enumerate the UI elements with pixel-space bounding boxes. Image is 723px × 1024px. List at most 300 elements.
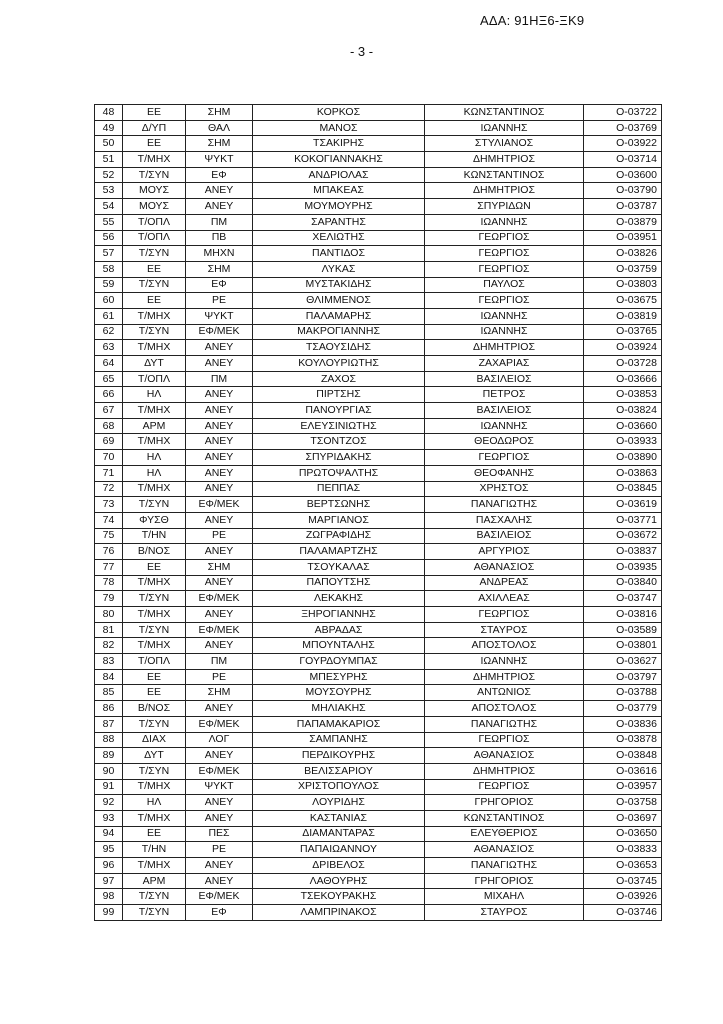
- surname-cell: ΣΠΥΡΙΔΑΚΗΣ: [253, 450, 425, 466]
- rank-cell: Τ/ΣΥΝ: [123, 324, 186, 340]
- surname-cell: ΔΙΑΜΑΝΤΑΡΑΣ: [253, 826, 425, 842]
- table-row: [95, 732, 662, 748]
- row-number: 61: [95, 308, 123, 324]
- code-cell: Ο-03788: [584, 685, 662, 701]
- specialty-cell: ΠΜ: [186, 371, 253, 387]
- specialty-cell: ΣΗΜ: [186, 105, 253, 121]
- row-number: 54: [95, 199, 123, 215]
- table-row: [95, 701, 662, 717]
- code-cell: Ο-03924: [584, 340, 662, 356]
- specialty-cell: ΣΗΜ: [186, 685, 253, 701]
- rank-cell: Τ/ΣΥΝ: [123, 591, 186, 607]
- specialty-cell: ΑΝΕΥ: [186, 748, 253, 764]
- rank-cell: Τ/ΜΗΧ: [123, 434, 186, 450]
- first-name-cell: ΑΠΟΣΤΟΛΟΣ: [425, 638, 584, 654]
- specialty-cell: ΑΝΕΥ: [186, 199, 253, 215]
- code-cell: Ο-03848: [584, 748, 662, 764]
- first-name-cell: ΠΑΝΑΓΙΩΤΗΣ: [425, 858, 584, 874]
- specialty-cell: ΣΗΜ: [186, 559, 253, 575]
- code-cell: Ο-03627: [584, 654, 662, 670]
- code-cell: Ο-03801: [584, 638, 662, 654]
- rank-cell: ΗΛ: [123, 795, 186, 811]
- rank-cell: Τ/ΜΗΧ: [123, 607, 186, 623]
- surname-cell: ΜΠΑΚΕΑΣ: [253, 183, 425, 199]
- row-number: 99: [95, 905, 123, 921]
- table-row: [95, 559, 662, 575]
- surname-cell: ΛΑΘΟΥΡΗΣ: [253, 873, 425, 889]
- surname-cell: ΜΟΥΣΟΥΡΗΣ: [253, 685, 425, 701]
- rank-cell: Τ/ΣΥΝ: [123, 246, 186, 262]
- first-name-cell: ΔΗΜΗΤΡΙΟΣ: [425, 340, 584, 356]
- table-row: [95, 544, 662, 560]
- table-row: [95, 324, 662, 340]
- code-cell: Ο-03779: [584, 701, 662, 717]
- specialty-cell: ΕΦ/ΜΕΚ: [186, 889, 253, 905]
- rank-cell: Τ/ΣΥΝ: [123, 167, 186, 183]
- specialty-cell: ΑΝΕΥ: [186, 465, 253, 481]
- rank-cell: ΑΡΜ: [123, 418, 186, 434]
- row-number: 79: [95, 591, 123, 607]
- table-row: [95, 748, 662, 764]
- specialty-cell: ΣΗΜ: [186, 136, 253, 152]
- rank-cell: ΜΟΥΣ: [123, 183, 186, 199]
- specialty-cell: ΕΦ: [186, 905, 253, 921]
- first-name-cell: ΔΗΜΗΤΡΙΟΣ: [425, 152, 584, 168]
- code-cell: Ο-03697: [584, 810, 662, 826]
- code-cell: Ο-03600: [584, 167, 662, 183]
- code-cell: Ο-03853: [584, 387, 662, 403]
- table-row: [95, 356, 662, 372]
- table-row: [95, 465, 662, 481]
- rank-cell: ΑΡΜ: [123, 873, 186, 889]
- first-name-cell: ΑΘΑΝΑΣΙΟΣ: [425, 748, 584, 764]
- surname-cell: ΒΕΛΙΣΣΑΡΙΟΥ: [253, 763, 425, 779]
- code-cell: Ο-03747: [584, 591, 662, 607]
- first-name-cell: ΑΘΑΝΑΣΙΟΣ: [425, 559, 584, 575]
- first-name-cell: ΙΩΑΝΝΗΣ: [425, 120, 584, 136]
- rank-cell: Τ/ΣΥΝ: [123, 889, 186, 905]
- rank-cell: Τ/ΗΝ: [123, 842, 186, 858]
- table-row: [95, 387, 662, 403]
- table-row: [95, 842, 662, 858]
- surname-cell: ΚΑΣΤΑΝΙΑΣ: [253, 810, 425, 826]
- row-number: 76: [95, 544, 123, 560]
- code-cell: Ο-03957: [584, 779, 662, 795]
- code-cell: Ο-03619: [584, 497, 662, 513]
- surname-cell: ΤΣΑΚΙΡΗΣ: [253, 136, 425, 152]
- surname-cell: ΘΛΙΜΜΕΝΟΣ: [253, 293, 425, 309]
- specialty-cell: ΛΟΓ: [186, 732, 253, 748]
- row-number: 98: [95, 889, 123, 905]
- roster-table: [94, 104, 662, 921]
- table-row: [95, 826, 662, 842]
- specialty-cell: ΑΝΕΥ: [186, 356, 253, 372]
- table-row: [95, 810, 662, 826]
- specialty-cell: ΡΕ: [186, 293, 253, 309]
- specialty-cell: ΨΥΚΤ: [186, 779, 253, 795]
- first-name-cell: ΠΑΝΑΓΙΩΤΗΣ: [425, 716, 584, 732]
- code-cell: Ο-03863: [584, 465, 662, 481]
- row-number: 62: [95, 324, 123, 340]
- rank-cell: ΔΙΑΧ: [123, 732, 186, 748]
- rank-cell: ΕΕ: [123, 826, 186, 842]
- first-name-cell: ΙΩΑΝΝΗΣ: [425, 654, 584, 670]
- code-cell: Ο-03840: [584, 575, 662, 591]
- table-row: [95, 638, 662, 654]
- specialty-cell: ΘΑΛ: [186, 120, 253, 136]
- specialty-cell: ΨΥΚΤ: [186, 308, 253, 324]
- rank-cell: Τ/ΜΗΧ: [123, 810, 186, 826]
- surname-cell: ΧΕΛΙΩΤΗΣ: [253, 230, 425, 246]
- code-cell: Ο-03769: [584, 120, 662, 136]
- rank-cell: ΗΛ: [123, 387, 186, 403]
- code-cell: Ο-03935: [584, 559, 662, 575]
- table-row: [95, 214, 662, 230]
- rank-cell: Τ/ΜΗΧ: [123, 481, 186, 497]
- row-number: 53: [95, 183, 123, 199]
- first-name-cell: ΣΠΥΡΙΔΩΝ: [425, 199, 584, 215]
- rank-cell: Τ/ΜΗΧ: [123, 308, 186, 324]
- table-row: [95, 152, 662, 168]
- rank-cell: ΕΕ: [123, 685, 186, 701]
- code-cell: Ο-03759: [584, 261, 662, 277]
- first-name-cell: ΒΑΣΙΛΕΙΟΣ: [425, 528, 584, 544]
- specialty-cell: ΡΕ: [186, 528, 253, 544]
- table-row: [95, 622, 662, 638]
- surname-cell: ΜΑΚΡΟΓΙΑΝΝΗΣ: [253, 324, 425, 340]
- first-name-cell: ΜΙΧΑΗΛ: [425, 889, 584, 905]
- row-number: 50: [95, 136, 123, 152]
- row-number: 96: [95, 858, 123, 874]
- row-number: 89: [95, 748, 123, 764]
- first-name-cell: ΑΧΙΛΛΕΑΣ: [425, 591, 584, 607]
- table-row: [95, 607, 662, 623]
- code-cell: Ο-03672: [584, 528, 662, 544]
- surname-cell: ΠΕΠΠΑΣ: [253, 481, 425, 497]
- row-number: 88: [95, 732, 123, 748]
- row-number: 75: [95, 528, 123, 544]
- first-name-cell: ΚΩΝΣΤΑΝΤΙΝΟΣ: [425, 105, 584, 121]
- code-cell: Ο-03922: [584, 136, 662, 152]
- row-number: 64: [95, 356, 123, 372]
- row-number: 80: [95, 607, 123, 623]
- first-name-cell: ΚΩΝΣΤΑΝΤΙΝΟΣ: [425, 810, 584, 826]
- rank-cell: Τ/ΟΠΛ: [123, 654, 186, 670]
- surname-cell: ΤΣΑΟΥΣΙΔΗΣ: [253, 340, 425, 356]
- row-number: 94: [95, 826, 123, 842]
- surname-cell: ΠΑΠΑΜΑΚΑΡΙΟΣ: [253, 716, 425, 732]
- code-cell: Ο-03836: [584, 716, 662, 732]
- table-row: [95, 167, 662, 183]
- row-number: 55: [95, 214, 123, 230]
- specialty-cell: ΑΝΕΥ: [186, 701, 253, 717]
- first-name-cell: ΓΕΩΡΓΙΟΣ: [425, 450, 584, 466]
- rank-cell: ΕΕ: [123, 669, 186, 685]
- specialty-cell: ΑΝΕΥ: [186, 544, 253, 560]
- specialty-cell: ΑΝΕΥ: [186, 795, 253, 811]
- specialty-cell: ΠΒ: [186, 230, 253, 246]
- code-cell: Ο-03714: [584, 152, 662, 168]
- code-cell: Ο-03666: [584, 371, 662, 387]
- surname-cell: ΤΣΟΥΚΑΛΑΣ: [253, 559, 425, 575]
- rank-cell: ΕΕ: [123, 136, 186, 152]
- first-name-cell: ΠΑΝΑΓΙΩΤΗΣ: [425, 497, 584, 513]
- row-number: 85: [95, 685, 123, 701]
- table-row: [95, 779, 662, 795]
- specialty-cell: ΕΦ/ΜΕΚ: [186, 497, 253, 513]
- surname-cell: ΜΟΥΜΟΥΡΗΣ: [253, 199, 425, 215]
- rank-cell: Τ/ΣΥΝ: [123, 763, 186, 779]
- specialty-cell: ΑΝΕΥ: [186, 858, 253, 874]
- surname-cell: ΜΗΛΙΑΚΗΣ: [253, 701, 425, 717]
- specialty-cell: ΣΗΜ: [186, 261, 253, 277]
- code-cell: Ο-03650: [584, 826, 662, 842]
- first-name-cell: ΑΘΑΝΑΣΙΟΣ: [425, 842, 584, 858]
- rank-cell: Τ/ΣΥΝ: [123, 277, 186, 293]
- surname-cell: ΑΒΡΑΔΑΣ: [253, 622, 425, 638]
- first-name-cell: ΓΡΗΓΟΡΙΟΣ: [425, 873, 584, 889]
- row-number: 72: [95, 481, 123, 497]
- first-name-cell: ΑΠΟΣΤΟΛΟΣ: [425, 701, 584, 717]
- rank-cell: Τ/ΜΗΧ: [123, 340, 186, 356]
- rank-cell: Τ/ΟΠΛ: [123, 230, 186, 246]
- table-row: [95, 105, 662, 121]
- specialty-cell: ΕΦ/ΜΕΚ: [186, 622, 253, 638]
- row-number: 56: [95, 230, 123, 246]
- surname-cell: ΤΣΕΚΟΥΡΑΚΗΣ: [253, 889, 425, 905]
- row-number: 71: [95, 465, 123, 481]
- code-cell: Ο-03926: [584, 889, 662, 905]
- surname-cell: ΛΑΜΠΡΙΝΑΚΟΣ: [253, 905, 425, 921]
- first-name-cell: ΘΕΟΔΩΡΟΣ: [425, 434, 584, 450]
- row-number: 70: [95, 450, 123, 466]
- row-number: 92: [95, 795, 123, 811]
- specialty-cell: ΠΜ: [186, 214, 253, 230]
- rank-cell: ΜΟΥΣ: [123, 199, 186, 215]
- specialty-cell: ΑΝΕΥ: [186, 403, 253, 419]
- rank-cell: Δ/ΥΠ: [123, 120, 186, 136]
- surname-cell: ΕΛΕΥΣΙΝΙΩΤΗΣ: [253, 418, 425, 434]
- rank-cell: Τ/ΜΗΧ: [123, 858, 186, 874]
- rank-cell: ΗΛ: [123, 465, 186, 481]
- table-row: [95, 763, 662, 779]
- row-number: 48: [95, 105, 123, 121]
- table-row: [95, 450, 662, 466]
- first-name-cell: ΓΕΩΡΓΙΟΣ: [425, 732, 584, 748]
- surname-cell: ΔΡΙΒΕΛΟΣ: [253, 858, 425, 874]
- table-row: [95, 434, 662, 450]
- rank-cell: Τ/ΣΥΝ: [123, 716, 186, 732]
- surname-cell: ΚΟΚΟΓΙΑΝΝΑΚΗΣ: [253, 152, 425, 168]
- table-row: [95, 246, 662, 262]
- code-cell: Ο-03826: [584, 246, 662, 262]
- first-name-cell: ΙΩΑΝΝΗΣ: [425, 214, 584, 230]
- table-row: [95, 528, 662, 544]
- code-cell: Ο-03746: [584, 905, 662, 921]
- rank-cell: ΔΥΤ: [123, 748, 186, 764]
- table-row: [95, 716, 662, 732]
- table-row: [95, 340, 662, 356]
- specialty-cell: ΑΝΕΥ: [186, 418, 253, 434]
- specialty-cell: ΑΝΕΥ: [186, 810, 253, 826]
- rank-cell: Τ/ΜΗΧ: [123, 152, 186, 168]
- code-cell: Ο-03837: [584, 544, 662, 560]
- specialty-cell: ΑΝΕΥ: [186, 340, 253, 356]
- table-row: [95, 120, 662, 136]
- row-number: 67: [95, 403, 123, 419]
- first-name-cell: ΣΤΑΥΡΟΣ: [425, 905, 584, 921]
- specialty-cell: ΑΝΕΥ: [186, 434, 253, 450]
- surname-cell: ΠΑΝΟΥΡΓΙΑΣ: [253, 403, 425, 419]
- table-row: [95, 795, 662, 811]
- row-number: 93: [95, 810, 123, 826]
- row-number: 73: [95, 497, 123, 513]
- code-cell: Ο-03616: [584, 763, 662, 779]
- surname-cell: ΠΑΛΑΜΑΡΗΣ: [253, 308, 425, 324]
- table-row: [95, 889, 662, 905]
- first-name-cell: ΕΛΕΥΘΕΡΙΟΣ: [425, 826, 584, 842]
- surname-cell: ΣΑΡΑΝΤΗΣ: [253, 214, 425, 230]
- code-cell: Ο-03879: [584, 214, 662, 230]
- surname-cell: ΠΑΠΟΥΤΣΗΣ: [253, 575, 425, 591]
- first-name-cell: ΓΕΩΡΓΙΟΣ: [425, 293, 584, 309]
- table-row: [95, 293, 662, 309]
- rank-cell: Τ/ΗΝ: [123, 528, 186, 544]
- rank-cell: ΕΕ: [123, 559, 186, 575]
- table-row: [95, 905, 662, 921]
- code-cell: Ο-03653: [584, 858, 662, 874]
- surname-cell: ΚΟΡΚΟΣ: [253, 105, 425, 121]
- specialty-cell: ΡΕ: [186, 669, 253, 685]
- surname-cell: ΠΡΩΤΟΨΑΛΤΗΣ: [253, 465, 425, 481]
- first-name-cell: ΑΝΤΩΝΙΟΣ: [425, 685, 584, 701]
- code-cell: Ο-03787: [584, 199, 662, 215]
- rank-cell: Τ/ΣΥΝ: [123, 497, 186, 513]
- surname-cell: ΜΥΣΤΑΚΙΔΗΣ: [253, 277, 425, 293]
- specialty-cell: ΡΕ: [186, 842, 253, 858]
- first-name-cell: ΚΩΝΣΤΑΝΤΙΝΟΣ: [425, 167, 584, 183]
- table-row: [95, 403, 662, 419]
- first-name-cell: ΓΕΩΡΓΙΟΣ: [425, 261, 584, 277]
- surname-cell: ΜΑΝΟΣ: [253, 120, 425, 136]
- specialty-cell: ΑΝΕΥ: [186, 638, 253, 654]
- rank-cell: Τ/ΜΗΧ: [123, 779, 186, 795]
- row-number: 90: [95, 763, 123, 779]
- first-name-cell: ΔΗΜΗΤΡΙΟΣ: [425, 669, 584, 685]
- table-row: [95, 277, 662, 293]
- table-row: [95, 685, 662, 701]
- first-name-cell: ΓΕΩΡΓΙΟΣ: [425, 779, 584, 795]
- rank-cell: ΕΕ: [123, 293, 186, 309]
- row-number: 95: [95, 842, 123, 858]
- rank-cell: Τ/ΜΗΧ: [123, 638, 186, 654]
- table-row: [95, 230, 662, 246]
- rank-cell: ΦΥΣΘ: [123, 512, 186, 528]
- row-number: 51: [95, 152, 123, 168]
- surname-cell: ΚΟΥΛΟΥΡΙΩΤΗΣ: [253, 356, 425, 372]
- surname-cell: ΓΟΥΡΔΟΥΜΠΑΣ: [253, 654, 425, 670]
- row-number: 87: [95, 716, 123, 732]
- row-number: 78: [95, 575, 123, 591]
- surname-cell: ΖΩΓΡΑΦΙΔΗΣ: [253, 528, 425, 544]
- first-name-cell: ΓΕΩΡΓΙΟΣ: [425, 607, 584, 623]
- first-name-cell: ΠΑΣΧΑΛΗΣ: [425, 512, 584, 528]
- specialty-cell: ΕΦ/ΜΕΚ: [186, 324, 253, 340]
- table-row: [95, 873, 662, 889]
- row-number: 83: [95, 654, 123, 670]
- table-row: [95, 654, 662, 670]
- specialty-cell: ΕΦ/ΜΕΚ: [186, 763, 253, 779]
- specialty-cell: ΜΗΧΝ: [186, 246, 253, 262]
- row-number: 77: [95, 559, 123, 575]
- rank-cell: ΕΕ: [123, 261, 186, 277]
- table-row: [95, 481, 662, 497]
- rank-cell: Τ/ΜΗΧ: [123, 575, 186, 591]
- table-row: [95, 512, 662, 528]
- row-number: 60: [95, 293, 123, 309]
- rank-cell: Τ/ΣΥΝ: [123, 622, 186, 638]
- specialty-cell: ΠΕΣ: [186, 826, 253, 842]
- surname-cell: ΞΗΡΟΓΙΑΝΝΗΣ: [253, 607, 425, 623]
- surname-cell: ΠΑΠΑΙΩΑΝΝΟΥ: [253, 842, 425, 858]
- specialty-cell: ΕΦ: [186, 167, 253, 183]
- row-number: 82: [95, 638, 123, 654]
- code-cell: Ο-03771: [584, 512, 662, 528]
- surname-cell: ΜΑΡΓΙΑΝΟΣ: [253, 512, 425, 528]
- code-cell: Ο-03728: [584, 356, 662, 372]
- row-number: 59: [95, 277, 123, 293]
- code-cell: Ο-03745: [584, 873, 662, 889]
- row-number: 57: [95, 246, 123, 262]
- specialty-cell: ΑΝΕΥ: [186, 481, 253, 497]
- code-cell: Ο-03824: [584, 403, 662, 419]
- code-cell: Ο-03589: [584, 622, 662, 638]
- table-row: [95, 308, 662, 324]
- row-number: 65: [95, 371, 123, 387]
- code-cell: Ο-03878: [584, 732, 662, 748]
- surname-cell: ΤΣΟΝΤΖΟΣ: [253, 434, 425, 450]
- rank-cell: Β/ΝΟΣ: [123, 701, 186, 717]
- row-number: 63: [95, 340, 123, 356]
- table-row: [95, 669, 662, 685]
- specialty-cell: ΕΦ/ΜΕΚ: [186, 591, 253, 607]
- surname-cell: ΛΥΚΑΣ: [253, 261, 425, 277]
- code-cell: Ο-03660: [584, 418, 662, 434]
- row-number: 86: [95, 701, 123, 717]
- table-row: [95, 199, 662, 215]
- surname-cell: ΒΕΡΤΣΩΝΗΣ: [253, 497, 425, 513]
- first-name-cell: ΖΑΧΑΡΙΑΣ: [425, 356, 584, 372]
- row-number: 81: [95, 622, 123, 638]
- table-row: [95, 261, 662, 277]
- row-number: 66: [95, 387, 123, 403]
- table-row: [95, 575, 662, 591]
- rank-cell: Β/ΝΟΣ: [123, 544, 186, 560]
- row-number: 49: [95, 120, 123, 136]
- row-number: 97: [95, 873, 123, 889]
- code-cell: Ο-03833: [584, 842, 662, 858]
- surname-cell: ΜΠΟΥΝΤΑΛΗΣ: [253, 638, 425, 654]
- specialty-cell: ΑΝΕΥ: [186, 575, 253, 591]
- first-name-cell: ΓΡΗΓΟΡΙΟΣ: [425, 795, 584, 811]
- specialty-cell: ΑΝΕΥ: [186, 183, 253, 199]
- first-name-cell: ΧΡΗΣΤΟΣ: [425, 481, 584, 497]
- surname-cell: ΠΕΡΔΙΚΟΥΡΗΣ: [253, 748, 425, 764]
- surname-cell: ΠΑΝΤΙΔΟΣ: [253, 246, 425, 262]
- table-row: [95, 371, 662, 387]
- table-row: [95, 497, 662, 513]
- first-name-cell: ΠΑΥΛΟΣ: [425, 277, 584, 293]
